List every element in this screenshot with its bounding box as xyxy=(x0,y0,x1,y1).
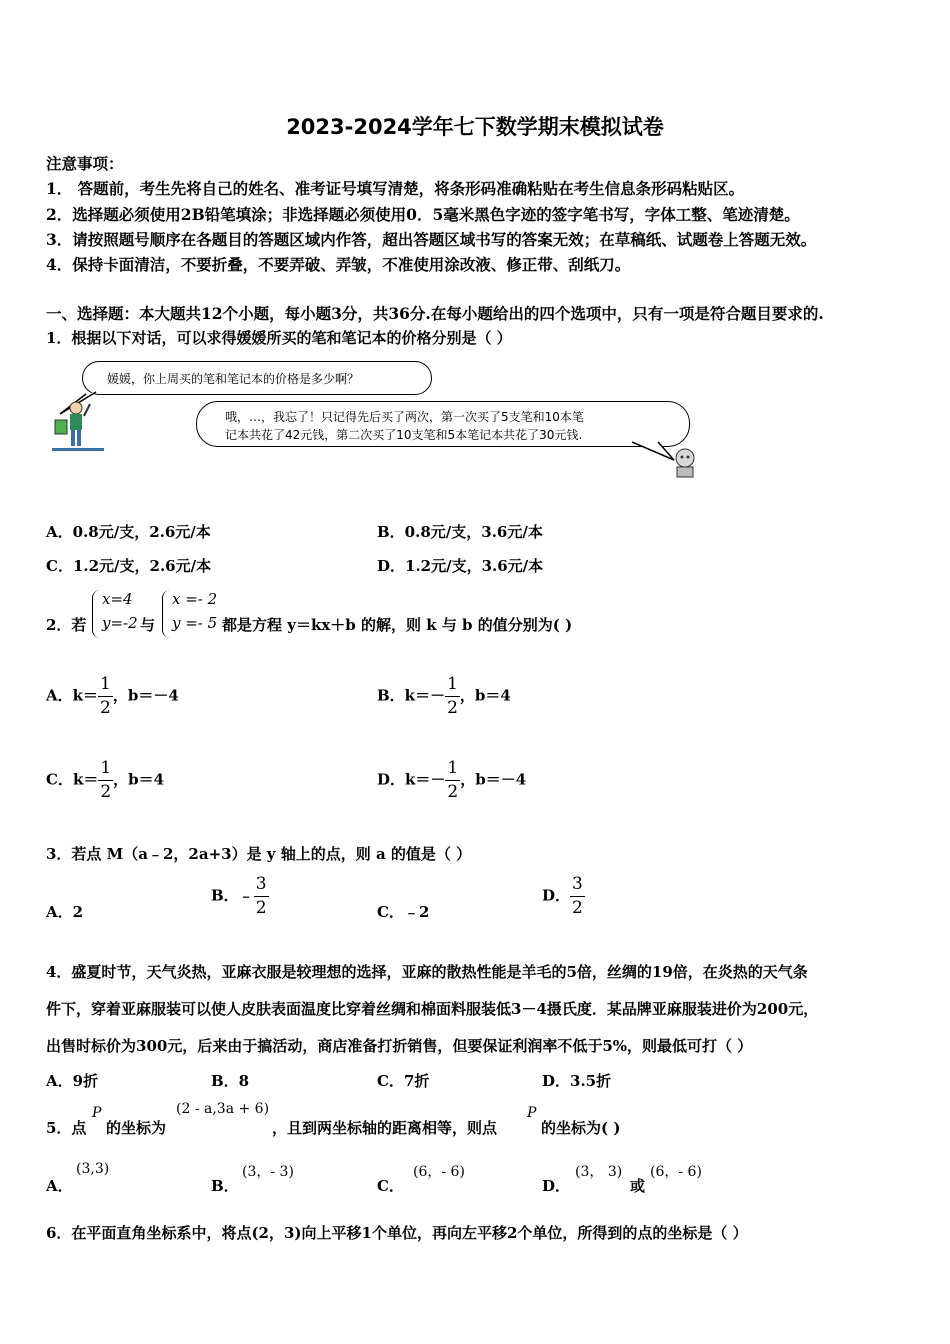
q2-option-a: A．k＝ $\frac{1}{2}$ ，b＝－4 xyxy=(46,674,179,718)
fraction: $\frac{1}{2}$ xyxy=(447,758,459,802)
fraction: $\frac{1}{2}$ xyxy=(447,674,458,718)
equation: y =- 5 xyxy=(172,614,218,632)
q4-option-d: D．3.5折 xyxy=(542,1072,612,1090)
q1-option-a: A．0.8元/支，2.6元/本 xyxy=(46,523,211,541)
equation: x =- 2 xyxy=(172,590,218,608)
q5-option-d-value: (3， 3) xyxy=(575,1164,623,1180)
fraction: $\frac{3}{2}$ xyxy=(572,874,583,918)
q5-text: ，且到两坐标轴的距离相等，则点 xyxy=(272,1119,498,1137)
boy-figure-icon xyxy=(50,398,106,452)
coordinate-expression: (2 - a,3a + 6) xyxy=(176,1101,270,1117)
q4-option-b: B．8 xyxy=(211,1072,250,1090)
q2-prefix: 2．若 xyxy=(46,616,87,634)
speech-bubble-question xyxy=(82,361,432,395)
section-heading: 一、选择题：本大题共12个小题，每小题3分，共36分.在每小题给出的四个选项中，只有一项是符合题目要求的. xyxy=(46,304,824,323)
q4-option-c: C．7折 xyxy=(377,1072,430,1090)
q5-option-c-value: (6，- 6) xyxy=(413,1164,465,1180)
girl-figure-icon xyxy=(668,446,702,480)
q6-stem: 6．在平面直角坐标系中，将点(2，3)向上平移1个单位，再向左平移2个单位，所得到的点的坐标是（ ） xyxy=(46,1224,748,1242)
q1-option-d: D．1.2元/支，3.6元/本 xyxy=(377,557,544,575)
notice-item: 3．请按照题号顺序在各题目的答题区域内作答，超出答题区域书写的答案无效；在草稿纸、试题卷上答题无效。 xyxy=(46,230,817,249)
point-p: P xyxy=(92,1105,102,1121)
q3-option-d: D． $\frac{3}{2}$ xyxy=(542,874,583,918)
bubble-text: 记本共花了42元钱，第二次买了10支笔和5本笔记本共花了30元钱. xyxy=(225,428,583,442)
bubble-text: 媛媛，你上周买的笔和笔记本的价格是多少啊？ xyxy=(107,372,360,386)
q5-option-a-label: A． xyxy=(46,1177,73,1195)
equation: y=-2 xyxy=(102,614,138,632)
q5-option-a-value: (3,3) xyxy=(76,1161,110,1177)
system-2 xyxy=(172,587,217,635)
fraction: $\frac{1}{2}$ xyxy=(100,674,111,718)
q4-stem-line: 4．盛夏时节，天气炎热，亚麻衣服是较理想的选择，亚麻的散热性能是羊毛的5倍，丝绸的19倍，在炎热的天气条 xyxy=(46,963,808,981)
brace xyxy=(92,590,101,638)
q2-option-b: B．k＝－ $\frac{1}{2}$ ，b＝4 xyxy=(377,674,511,718)
q5-option-d-or: 或 xyxy=(630,1177,646,1195)
notice-heading: 注意事项： xyxy=(46,154,124,173)
notice-item: 1． 答题前，考生先将自己的姓名、准考证号填写清楚，将条形码准确粘贴在考生信息条形码粘贴区。 xyxy=(46,179,745,198)
q1-option-c: C．1.2元/支，2.6元/本 xyxy=(46,557,212,575)
q4-stem-line: 出售时标价为300元，后来由于搞活动，商店准备打折销售，但要保证利润率不低于5%，则最低可打（ ） xyxy=(46,1037,753,1055)
page-title: 2023-2024学年七下数学期末模拟试卷 xyxy=(286,115,664,139)
q1-stem: 1．根据以下对话，可以求得媛媛所买的笔和笔记本的价格分别是（ ） xyxy=(46,329,512,347)
q3-option-a: A．2 xyxy=(46,903,84,921)
point-p: P xyxy=(527,1105,537,1121)
q5-option-d-label: D． xyxy=(542,1177,571,1195)
q5-option-b-label: B． xyxy=(211,1177,239,1195)
q1-option-b: B．0.8元/支，3.6元/本 xyxy=(377,523,543,541)
notice-item: 4．保持卡面清洁，不要折叠，不要弄破、弄皱，不准使用涂改液、修正带、刮纸刀。 xyxy=(46,255,631,274)
q3-option-b: B．﹣ $\frac{3}{2}$ xyxy=(211,874,267,918)
notice-item: 2．选择题必须使用2B铅笔填涂；非选择题必须使用0．5毫米黑色字迹的签字笔书写，字体工整、笔迹清楚。 xyxy=(46,205,800,224)
q2-suffix: 都是方程 y＝kx＋b 的解，则 k 与 b 的值分别为( ) xyxy=(222,616,573,634)
q5-text: 的坐标为 xyxy=(106,1119,167,1137)
bubble-text: 哦，…，我忘了！只记得先后买了两次，第一次买了5支笔和10本笔 xyxy=(225,410,584,424)
q2-option-d: D．k＝－ $\frac{1}{2}$ ，b＝－4 xyxy=(377,758,527,802)
speech-bubble-answer xyxy=(196,401,690,447)
q3-option-c: C．﹣2 xyxy=(377,903,430,921)
fraction: $\frac{3}{2}$ xyxy=(255,874,267,918)
q5-option-b-value: (3，- 3) xyxy=(242,1164,294,1180)
q4-stem-line: 件下，穿着亚麻服装可以使人皮肤表面温度比穿着丝绸和棉面料服装低3－4摄氏度．某品牌亚麻服装进价为200元， xyxy=(46,1000,819,1018)
q4-option-a: A．9折 xyxy=(46,1072,99,1090)
fraction: $\frac{1}{2}$ xyxy=(100,758,112,802)
q2-mid: 与 xyxy=(140,616,156,634)
q5-option-c-label: C． xyxy=(377,1177,404,1195)
q5-text: 的坐标为( ) xyxy=(541,1119,621,1137)
q5-option-d-value-2: (6，- 6) xyxy=(650,1164,702,1180)
q2-option-c: C．k＝ $\frac{1}{2}$ ，b＝4 xyxy=(46,758,165,802)
brace xyxy=(162,590,171,638)
q3-stem: 3．若点 M（a﹣2，2a+3）是 y 轴上的点，则 a 的值是（ ） xyxy=(46,845,472,863)
system-1 xyxy=(102,587,138,635)
equation: x=4 xyxy=(102,590,133,608)
q5-text: 5．点 xyxy=(46,1119,87,1137)
